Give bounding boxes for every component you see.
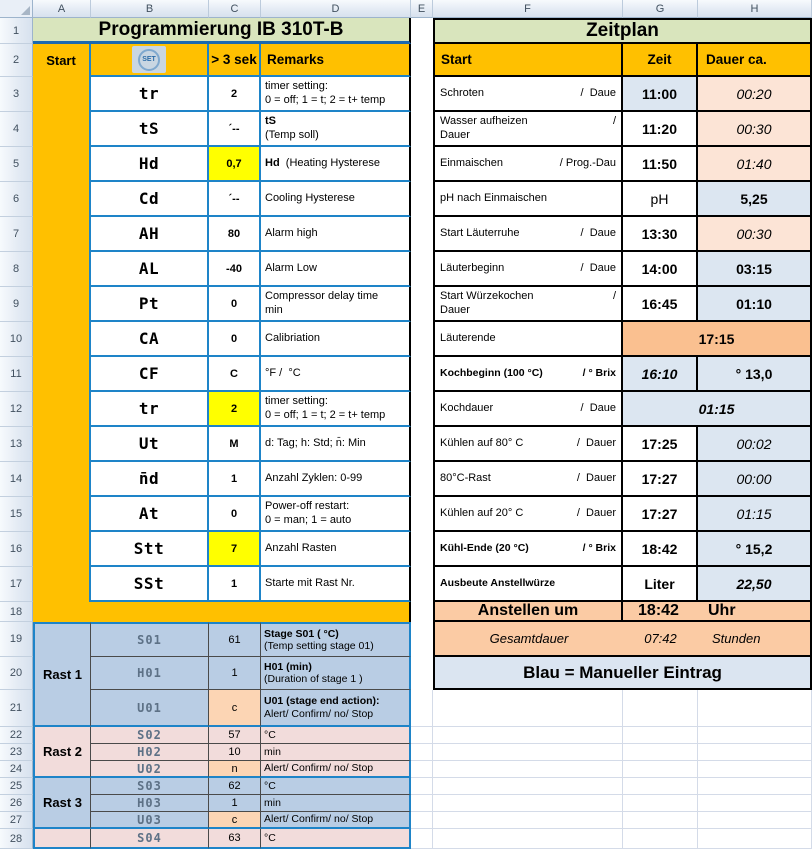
empty-cell[interactable] (433, 690, 623, 727)
param-value[interactable]: 2 (209, 77, 261, 112)
empty-cell[interactable] (623, 727, 698, 744)
param-remark[interactable]: Anzahl Rasten (261, 532, 411, 567)
row-header[interactable]: 3 (0, 77, 33, 112)
empty-cell[interactable] (433, 744, 623, 761)
schedule-time[interactable]: 16:45 (623, 287, 698, 322)
schedule-header-zeit[interactable]: Zeit (623, 44, 698, 77)
empty-cell[interactable] (698, 812, 812, 829)
schedule-activity[interactable]: pH nach Einmaischen (433, 182, 623, 217)
empty-cell[interactable] (411, 744, 433, 761)
empty-cell[interactable] (623, 829, 698, 849)
rast-remark[interactable]: min (261, 744, 411, 761)
legend-manual-entry: Blau = Manueller Eintrag (433, 657, 812, 690)
start-label: Start (46, 53, 76, 68)
empty-cell[interactable] (411, 727, 433, 744)
schedule-header-dauer[interactable]: Dauer ca. (698, 44, 812, 77)
schedule-time[interactable]: 11:00 (623, 77, 698, 112)
schedule-time[interactable]: 18:42 (623, 532, 698, 567)
rast-remark[interactable]: H01 (min) (Duration of stage 1 ) (261, 657, 411, 690)
empty-cell[interactable] (411, 761, 433, 778)
empty-cell[interactable] (411, 795, 433, 812)
row-header[interactable]: 15 (0, 497, 33, 532)
param-code[interactable]: n̄d (91, 462, 209, 497)
rast-code[interactable]: S04 (91, 829, 209, 849)
row-header[interactable]: 7 (0, 217, 33, 252)
param-code[interactable]: tS (91, 112, 209, 147)
schedule-merged-time[interactable]: 17:15 (623, 322, 812, 357)
param-remark[interactable]: Power-off restart: 0 = man; 1 = auto (261, 497, 411, 532)
row-header[interactable]: 25 (0, 778, 33, 795)
rast1-label[interactable]: Rast 1 (33, 622, 91, 727)
anstellen-label[interactable]: Anstellen um (433, 602, 623, 622)
rast-code[interactable]: H03 (91, 795, 209, 812)
set-icon: SET (132, 46, 166, 73)
schedule-activity[interactable]: Kühl-Ende (20 °C) / ° Brix (433, 532, 623, 567)
schedule-activity[interactable]: 80°C-Rast / Dauer (433, 462, 623, 497)
rast-remark[interactable]: Alert/ Confirm/ no/ Stop (261, 761, 411, 778)
schedule-time[interactable]: 11:50 (623, 147, 698, 182)
empty-cell[interactable] (698, 744, 812, 761)
param-remark[interactable]: d: Tag; h: Std; n̄: Min (261, 427, 411, 462)
schedule-activity[interactable]: Kochdauer / Daue (433, 392, 623, 427)
empty-cell[interactable] (433, 829, 623, 849)
rast-value-action[interactable]: c (209, 690, 261, 727)
schedule-duration[interactable]: 01:40 (698, 147, 812, 182)
empty-cell[interactable] (623, 778, 698, 795)
empty-cell[interactable] (698, 690, 812, 727)
param-remark[interactable]: Cooling Hysterese (261, 182, 411, 217)
rast-code[interactable]: H01 (91, 657, 209, 690)
param-remark[interactable]: timer setting: 0 = off; 1 = t; 2 = t+ temp (261, 77, 411, 112)
row-header[interactable]: 21 (0, 690, 33, 727)
param-value[interactable]: 1 (209, 462, 261, 497)
rast-value[interactable]: 62 (209, 778, 261, 795)
schedule-duration[interactable]: 00:30 (698, 112, 812, 147)
anstellen-time[interactable]: 18:42 Uhr (623, 602, 812, 622)
empty-cell[interactable] (698, 727, 812, 744)
rast2-label[interactable]: Rast 2 (33, 727, 91, 778)
row-header[interactable]: 10 (0, 322, 33, 357)
row-header[interactable]: 18 (0, 602, 33, 622)
schedule-activity[interactable]: Läuterende (433, 322, 623, 357)
schedule-activity[interactable]: Ausbeute Anstellwürze (433, 567, 623, 602)
row-header[interactable]: 8 (0, 252, 33, 287)
left-table-title: Programmierung IB 310T-B (33, 18, 411, 44)
row-header[interactable]: 23 (0, 744, 33, 761)
rast-value[interactable]: 1 (209, 795, 261, 812)
param-remark[interactable]: Hd (Heating Hysterese (261, 147, 411, 182)
rast-code[interactable]: U02 (91, 761, 209, 778)
row-header[interactable]: 2 (0, 44, 33, 77)
start-column[interactable] (33, 44, 91, 602)
rast-remark[interactable]: °C (261, 829, 411, 849)
schedule-time[interactable]: 14:00 (623, 252, 698, 287)
column-header-f[interactable]: F (433, 0, 623, 18)
param-remark[interactable]: Alarm Low (261, 252, 411, 287)
schedule-duration[interactable]: ° 15,2 (698, 532, 812, 567)
param-value[interactable]: 1 (209, 567, 261, 602)
schedule-time[interactable]: Liter (623, 567, 698, 602)
select-all-corner[interactable] (0, 0, 33, 18)
column-header-e[interactable]: E (411, 0, 433, 18)
schedule-title: Zeitplan (433, 18, 812, 44)
schedule-time[interactable]: pH (623, 182, 698, 217)
schedule-duration[interactable]: ° 13,0 (698, 357, 812, 392)
row-header[interactable]: 16 (0, 532, 33, 567)
rast-value[interactable]: 10 (209, 744, 261, 761)
row-header[interactable]: 6 (0, 182, 33, 217)
schedule-activity[interactable]: Läuterbeginn / Daue (433, 252, 623, 287)
schedule-duration[interactable]: 00:02 (698, 427, 812, 462)
param-code[interactable]: Pt (91, 287, 209, 322)
row-header[interactable]: 13 (0, 427, 33, 462)
rast-value-action[interactable]: n (209, 761, 261, 778)
param-value[interactable]: 80 (209, 217, 261, 252)
rast-remark[interactable]: U01 (stage end action): Alert/ Confirm/ no/ Stop (261, 690, 411, 727)
param-value-highlighted[interactable]: 7 (209, 532, 261, 567)
param-value-highlighted[interactable]: 2 (209, 392, 261, 427)
schedule-activity[interactable]: Start Läuterruhe / Daue (433, 217, 623, 252)
param-remark[interactable]: Anzahl Zyklen: 0-99 (261, 462, 411, 497)
row-header[interactable]: 28 (0, 829, 33, 849)
column-header-a[interactable]: A (33, 0, 91, 18)
empty-cell[interactable] (411, 778, 433, 795)
empty-cell[interactable] (698, 795, 812, 812)
param-value[interactable]: ´-- (209, 182, 261, 217)
rast-code[interactable]: S02 (91, 727, 209, 744)
rast-value[interactable]: 57 (209, 727, 261, 744)
schedule-time[interactable]: 11:20 (623, 112, 698, 147)
rast-remark[interactable]: °C (261, 778, 411, 795)
row-header[interactable]: 12 (0, 392, 33, 427)
param-code[interactable]: CF (91, 357, 209, 392)
schedule-duration[interactable]: 01:10 (698, 287, 812, 322)
param-value[interactable]: -40 (209, 252, 261, 287)
empty-cell[interactable] (433, 727, 623, 744)
rast3-label[interactable]: Rast 3 (33, 778, 91, 829)
row-header[interactable]: 20 (0, 657, 33, 690)
param-value[interactable]: ´-- (209, 112, 261, 147)
rast-remark[interactable]: °C (261, 727, 411, 744)
column-header-b[interactable]: B (91, 0, 209, 18)
empty-cells-region (411, 690, 812, 849)
param-code[interactable]: AH (91, 217, 209, 252)
row-header[interactable]: 19 (0, 622, 33, 657)
hold-header-cell[interactable]: > 3 sek (209, 44, 261, 77)
gesamtdauer-row[interactable]: Gesamtdauer 07:42 Stunden (433, 622, 812, 657)
rast-value-action[interactable]: c (209, 812, 261, 829)
row-header[interactable]: 26 (0, 795, 33, 812)
rast-value[interactable]: 61 (209, 622, 261, 657)
param-value[interactable]: 0 (209, 497, 261, 532)
param-code[interactable]: Cd (91, 182, 209, 217)
schedule-activity[interactable]: Schroten / Daue (433, 77, 623, 112)
schedule-duration[interactable]: 00:30 (698, 217, 812, 252)
param-code[interactable]: At (91, 497, 209, 532)
remarks-header-cell[interactable]: Remarks (261, 44, 411, 77)
param-value-highlighted[interactable]: 0,7 (209, 147, 261, 182)
set-header-cell[interactable] (91, 44, 209, 77)
schedule-time[interactable]: 17:27 (623, 497, 698, 532)
param-code[interactable]: AL (91, 252, 209, 287)
empty-cell[interactable] (433, 812, 623, 829)
schedule-duration[interactable]: 22,50 (698, 567, 812, 602)
column-header-c[interactable]: C (209, 0, 261, 18)
row-header[interactable]: 24 (0, 761, 33, 778)
param-code[interactable]: tr (91, 392, 209, 427)
rast-code[interactable]: S03 (91, 778, 209, 795)
param-code[interactable]: tr (91, 77, 209, 112)
column-header-h[interactable]: H (698, 0, 812, 18)
empty-cell[interactable] (698, 778, 812, 795)
empty-cell[interactable] (623, 690, 698, 727)
param-code[interactable]: Hd (91, 147, 209, 182)
empty-cell[interactable] (433, 778, 623, 795)
param-value[interactable]: M (209, 427, 261, 462)
schedule-activity[interactable]: Kühlen auf 80° C / Dauer (433, 427, 623, 462)
schedule-time[interactable]: 17:27 (623, 462, 698, 497)
schedule-merged-time[interactable]: 01:15 (623, 392, 812, 427)
orange-divider-band (33, 602, 411, 622)
rast-value[interactable]: 1 (209, 657, 261, 690)
empty-cell[interactable] (433, 761, 623, 778)
schedule-activity[interactable]: Einmaischen / Prog.-Dau (433, 147, 623, 182)
row-header[interactable]: 1 (0, 18, 33, 44)
empty-cell[interactable] (411, 690, 433, 727)
row-header[interactable]: 14 (0, 462, 33, 497)
rast-code[interactable]: H02 (91, 744, 209, 761)
row-header[interactable]: 17 (0, 567, 33, 602)
rast4-label-cell[interactable] (33, 829, 91, 849)
column-header-d[interactable]: D (261, 0, 411, 18)
empty-cell[interactable] (411, 812, 433, 829)
row-header[interactable]: 9 (0, 287, 33, 322)
empty-cell[interactable] (411, 829, 433, 849)
empty-cell[interactable] (623, 795, 698, 812)
rast-value[interactable]: 63 (209, 829, 261, 849)
param-code[interactable]: CA (91, 322, 209, 357)
empty-cell[interactable] (623, 761, 698, 778)
row-header[interactable]: 4 (0, 112, 33, 147)
schedule-activity[interactable]: Kochbeginn (100 °C) / ° Brix (433, 357, 623, 392)
row-header[interactable]: 22 (0, 727, 33, 744)
rast-remark[interactable]: Stage S01 ( °C) (Temp setting stage 01) (261, 622, 411, 657)
rast-code[interactable]: S01 (91, 622, 209, 657)
row-header[interactable]: 5 (0, 147, 33, 182)
row-header[interactable]: 11 (0, 357, 33, 392)
param-value[interactable]: 0 (209, 287, 261, 322)
param-remark[interactable]: timer setting: 0 = off; 1 = t; 2 = t+ temp (261, 392, 411, 427)
param-code[interactable]: Stt (91, 532, 209, 567)
empty-cell[interactable] (623, 812, 698, 829)
rast-remark[interactable]: Alert/ Confirm/ no/ Stop (261, 812, 411, 829)
param-remark[interactable]: Calibriation (261, 322, 411, 357)
schedule-duration[interactable]: 01:15 (698, 497, 812, 532)
empty-cell[interactable] (698, 829, 812, 849)
schedule-duration[interactable]: 5,25 (698, 182, 812, 217)
schedule-activity[interactable]: Kühlen auf 20° C / Dauer (433, 497, 623, 532)
param-value[interactable]: 0 (209, 322, 261, 357)
row-header[interactable]: 27 (0, 812, 33, 829)
param-value[interactable]: C (209, 357, 261, 392)
param-remark[interactable]: tS (Temp soll) (261, 112, 411, 147)
schedule-activity[interactable]: Wasser aufheizen / Dauer (433, 112, 623, 147)
param-code[interactable]: SSt (91, 567, 209, 602)
empty-cell[interactable] (433, 795, 623, 812)
schedule-time[interactable]: 16:10 (623, 357, 698, 392)
column-header-g[interactable]: G (623, 0, 698, 18)
rast-remark[interactable]: min (261, 795, 411, 812)
param-code[interactable]: Ut (91, 427, 209, 462)
param-remark[interactable]: Compressor delay time min (261, 287, 411, 322)
schedule-activity[interactable]: Start Würzekochen / Dauer (433, 287, 623, 322)
empty-cell[interactable] (698, 761, 812, 778)
empty-cell[interactable] (623, 744, 698, 761)
schedule-time[interactable]: 17:25 (623, 427, 698, 462)
schedule-duration[interactable]: 03:15 (698, 252, 812, 287)
schedule-header-start[interactable]: Start (433, 44, 623, 77)
schedule-duration[interactable]: 00:00 (698, 462, 812, 497)
schedule-time[interactable]: 13:30 (623, 217, 698, 252)
rast-code[interactable]: U01 (91, 690, 209, 727)
schedule-duration[interactable]: 00:20 (698, 77, 812, 112)
rast-code[interactable]: U03 (91, 812, 209, 829)
param-remark[interactable]: °F / °C (261, 357, 411, 392)
param-remark[interactable]: Starte mit Rast Nr. (261, 567, 411, 602)
corner-triangle-icon (21, 6, 30, 15)
param-remark[interactable]: Alarm high (261, 217, 411, 252)
